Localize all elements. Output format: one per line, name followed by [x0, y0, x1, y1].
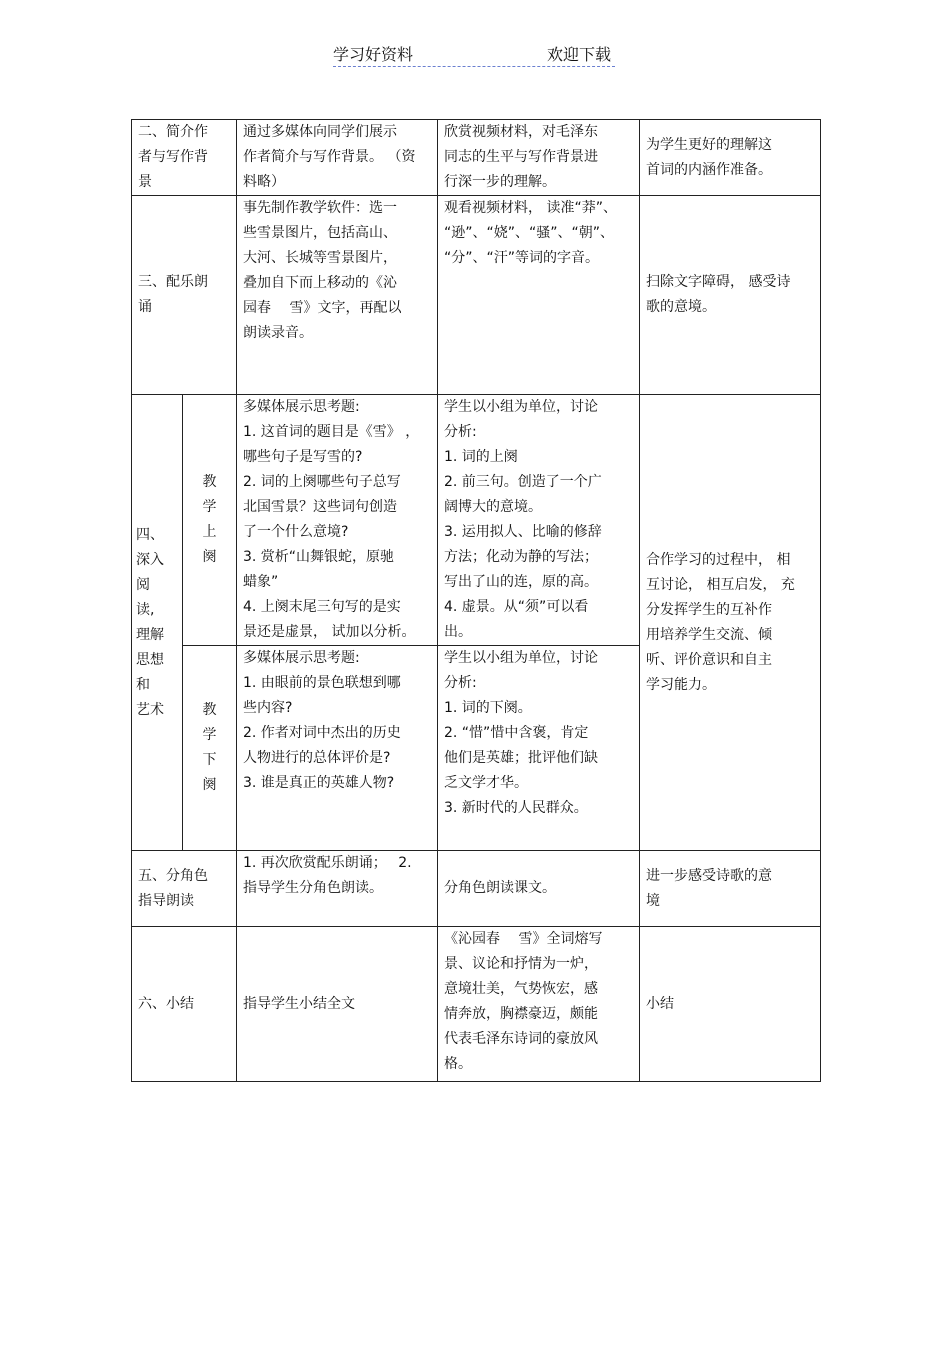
cell-text-line: 4. 虚景。从“须”可以看 — [444, 599, 589, 615]
cell-text-line: 景 — [138, 174, 152, 190]
design-intent-cell — [640, 120, 821, 196]
cell-text-line: 3. 谁是真正的英雄人物? — [243, 775, 395, 791]
cell-text-line: 为学生更好的理解这 — [646, 136, 772, 153]
student-activity-cell — [438, 395, 640, 646]
cell-text-line: 四、 — [136, 526, 164, 543]
cell-text-line: 二、简介作 — [138, 124, 208, 140]
cell-text-line: 3. 新时代的人民群众。 — [444, 800, 588, 816]
cell-text-line: 通过多媒体向同学们展示 — [243, 124, 397, 140]
stage-cell — [132, 196, 237, 395]
teacher-activity-cell — [237, 646, 438, 851]
cell-text-line: 学 — [202, 727, 217, 743]
student-activity-cell — [438, 120, 640, 196]
cell-text-line: 听、评价意识和自主 — [646, 651, 772, 668]
cell-text-line: 歌的意境。 — [646, 299, 716, 315]
cell-text-line: 朗读录音。 — [243, 325, 313, 341]
cell-text-line: 六、小结 — [138, 995, 194, 1012]
cell-text-line: 园春 雪》文字，再配以 — [243, 300, 402, 316]
cell-text-line: 作者简介与写作背景。 （资 — [243, 149, 416, 165]
cell-text-line: 学习能力。 — [646, 676, 716, 693]
cell-text-line: 他们是英雄；批评他们缺 — [444, 750, 598, 766]
cell-text-line: 《沁园春 雪》全词熔写 — [444, 931, 603, 947]
cell-text-line: 事先制作教学软件：选一 — [243, 200, 397, 216]
teacher-activity-cell — [237, 196, 438, 395]
cell-text-line: 3. 赏析“山舞银蛇，原驰 — [243, 549, 395, 565]
cell-text-line: 代表毛泽东诗词的豪放风 — [444, 1031, 598, 1047]
cell-text-line: 艺术 — [136, 701, 164, 718]
cell-text-line: 境 — [646, 892, 660, 909]
cell-text-line: 小结 — [646, 995, 674, 1012]
stage-cell — [132, 395, 183, 851]
cell-text-line: 了一个什么意境? — [243, 524, 349, 540]
cell-text-line: 1. 这首词的题目是《雪》 ， — [243, 424, 420, 440]
cell-text-line: 读, — [136, 601, 155, 618]
cell-text-line: 2. 词的上阕哪些句子总写 — [243, 474, 401, 490]
teacher-activity-cell — [237, 120, 438, 196]
cell-text-line: 理解 — [136, 626, 164, 643]
cell-text-line: 4. 上阕末尾三句写的是实 — [243, 599, 401, 615]
student-activity-cell — [438, 851, 640, 927]
cell-text-line: 用培养学生交流、倾 — [646, 626, 772, 643]
cell-text-line: 1. 由眼前的景色联想到哪 — [243, 675, 401, 691]
cell-text-line: 情奔放，胸襟豪迈，颇能 — [444, 1006, 598, 1022]
cell-text-line: 互讨论， 相互启发， 充 — [646, 576, 795, 593]
stage-cell — [132, 120, 237, 196]
cell-text-line: 人物进行的总体评价是? — [243, 750, 391, 766]
cell-text-line: 景、议论和抒情为一炉， — [444, 956, 598, 972]
cell-text-line: 者与写作背 — [138, 149, 208, 165]
cell-text-line: 和 — [136, 676, 150, 693]
cell-text-line: 上 — [202, 524, 217, 540]
cell-text-line: 指导朗读 — [138, 892, 194, 909]
cell-text-line: 教 — [202, 702, 217, 718]
cell-text-line: 多媒体展示思考题: — [243, 650, 360, 666]
cell-text-line: 景还是虚景， 试加以分析。 — [243, 624, 416, 640]
cell-text-line: 分析: — [444, 675, 477, 691]
cell-text-line: 深入 — [136, 551, 164, 568]
cell-text-line: 欣赏视频材料，对毛泽东 — [444, 124, 598, 140]
cell-text-line: 1. 再次欣赏配乐朗诵； 2. — [243, 855, 412, 871]
design-intent-cell — [640, 927, 821, 1082]
cell-text-line: 学生以小组为单位，讨论 — [444, 650, 598, 666]
cell-text-line: 思想 — [136, 651, 164, 668]
cell-text-line: 扫除文字障碍， 感受诗 — [646, 274, 791, 290]
cell-text-line: 意境壮美，气势恢宏，感 — [444, 981, 598, 997]
cell-text-line: 进一步感受诗歌的意 — [646, 867, 772, 884]
table-row — [132, 851, 821, 927]
header-left-text: 学习好资料 — [333, 45, 414, 64]
cell-text-line: 诵 — [138, 299, 152, 315]
sub-stage-lower-cell — [183, 646, 237, 851]
cell-text-line: 分析: — [444, 424, 477, 440]
cell-text-line: 下 — [202, 752, 217, 768]
teacher-activity-cell — [237, 851, 438, 927]
cell-text-line: 分发挥学生的互补作 — [646, 601, 772, 618]
lesson-plan-table — [131, 119, 821, 1082]
cell-text-line: 同志的生平与写作背景进 — [444, 149, 598, 165]
page-header — [333, 42, 615, 67]
cell-text-line: 哪些句子是写雪的? — [243, 449, 363, 465]
cell-text-line: 写出了山的连，原的高。 — [444, 574, 598, 590]
cell-text-line: 1. 词的上阕 — [444, 449, 518, 465]
cell-text-line: 合作学习的过程中， 相 — [646, 551, 791, 568]
cell-text-line: 阕 — [202, 777, 217, 793]
cell-text-line: 方法；化动为静的写法； — [444, 549, 598, 565]
cell-text-line: 2. 前三句。创造了一个广 — [444, 474, 602, 490]
cell-text-line: 些内容? — [243, 700, 293, 716]
cell-text-line: 大河、长城等雪景图片， — [243, 250, 397, 266]
cell-text-line: 些雪景图片，包括高山、 — [243, 225, 397, 241]
cell-text-line: 蜡象” — [243, 574, 279, 590]
cell-text-line: 首词的内涵作准备。 — [646, 161, 772, 178]
cell-text-line: “逊”、“娆”、“骚”、“朝”、 — [444, 225, 615, 241]
design-intent-cell — [640, 851, 821, 927]
cell-text-line: 阕 — [202, 549, 217, 565]
cell-text-line: 料略） — [243, 174, 285, 190]
cell-text-line: 指导学生小结全文 — [243, 995, 355, 1012]
cell-text-line: 叠加自下而上移动的《沁 — [243, 275, 397, 291]
cell-text-line: 北国雪景？这些词句创造 — [243, 499, 397, 515]
cell-text-line: 阔博大的意境。 — [444, 499, 542, 515]
student-activity-cell — [438, 646, 640, 851]
cell-text-line: 3. 运用拟人、比喻的修辞 — [444, 524, 602, 540]
cell-text-line: 观看视频材料， 读准“莽”、 — [444, 200, 617, 216]
cell-text-line: 2. 作者对词中杰出的历史 — [243, 725, 401, 741]
cell-text-line: 分角色朗读课文。 — [444, 880, 556, 896]
cell-text-line: 2. “惜”惜中含褒，肯定 — [444, 725, 589, 741]
design-intent-cell — [640, 196, 821, 395]
design-intent-cell — [640, 395, 821, 851]
teacher-activity-cell — [237, 927, 438, 1082]
student-activity-cell — [438, 927, 640, 1082]
stage-cell — [132, 851, 237, 927]
cell-text-line: 学 — [202, 499, 217, 515]
cell-text-line: 出。 — [444, 624, 472, 640]
cell-text-line: 格。 — [444, 1056, 472, 1072]
cell-text-line: 阅 — [136, 576, 150, 593]
table-row — [132, 120, 821, 196]
cell-text-line: 乏文学才华。 — [444, 775, 528, 791]
header-right-text: 欢迎下载 — [546, 45, 611, 64]
cell-text-line: 学生以小组为单位，讨论 — [444, 399, 598, 415]
cell-text-line: “分”、“汗”等词的字音。 — [444, 250, 600, 266]
cell-text-line: 三、配乐朗 — [138, 274, 208, 290]
cell-text-line: 多媒体展示思考题: — [243, 399, 360, 415]
table-row — [132, 395, 821, 646]
cell-text-line: 1. 词的下阕。 — [444, 700, 532, 716]
teacher-activity-cell — [237, 395, 438, 646]
cell-text-line: 教 — [202, 474, 217, 490]
stage-cell — [132, 927, 237, 1082]
sub-stage-upper-cell — [183, 395, 237, 646]
cell-text-line: 指导学生分角色朗读。 — [243, 880, 383, 896]
table-row — [132, 196, 821, 395]
table-row — [132, 927, 821, 1082]
cell-text-line: 行深一步的理解。 — [444, 174, 556, 190]
cell-text-line: 五、分角色 — [138, 867, 208, 884]
student-activity-cell — [438, 196, 640, 395]
